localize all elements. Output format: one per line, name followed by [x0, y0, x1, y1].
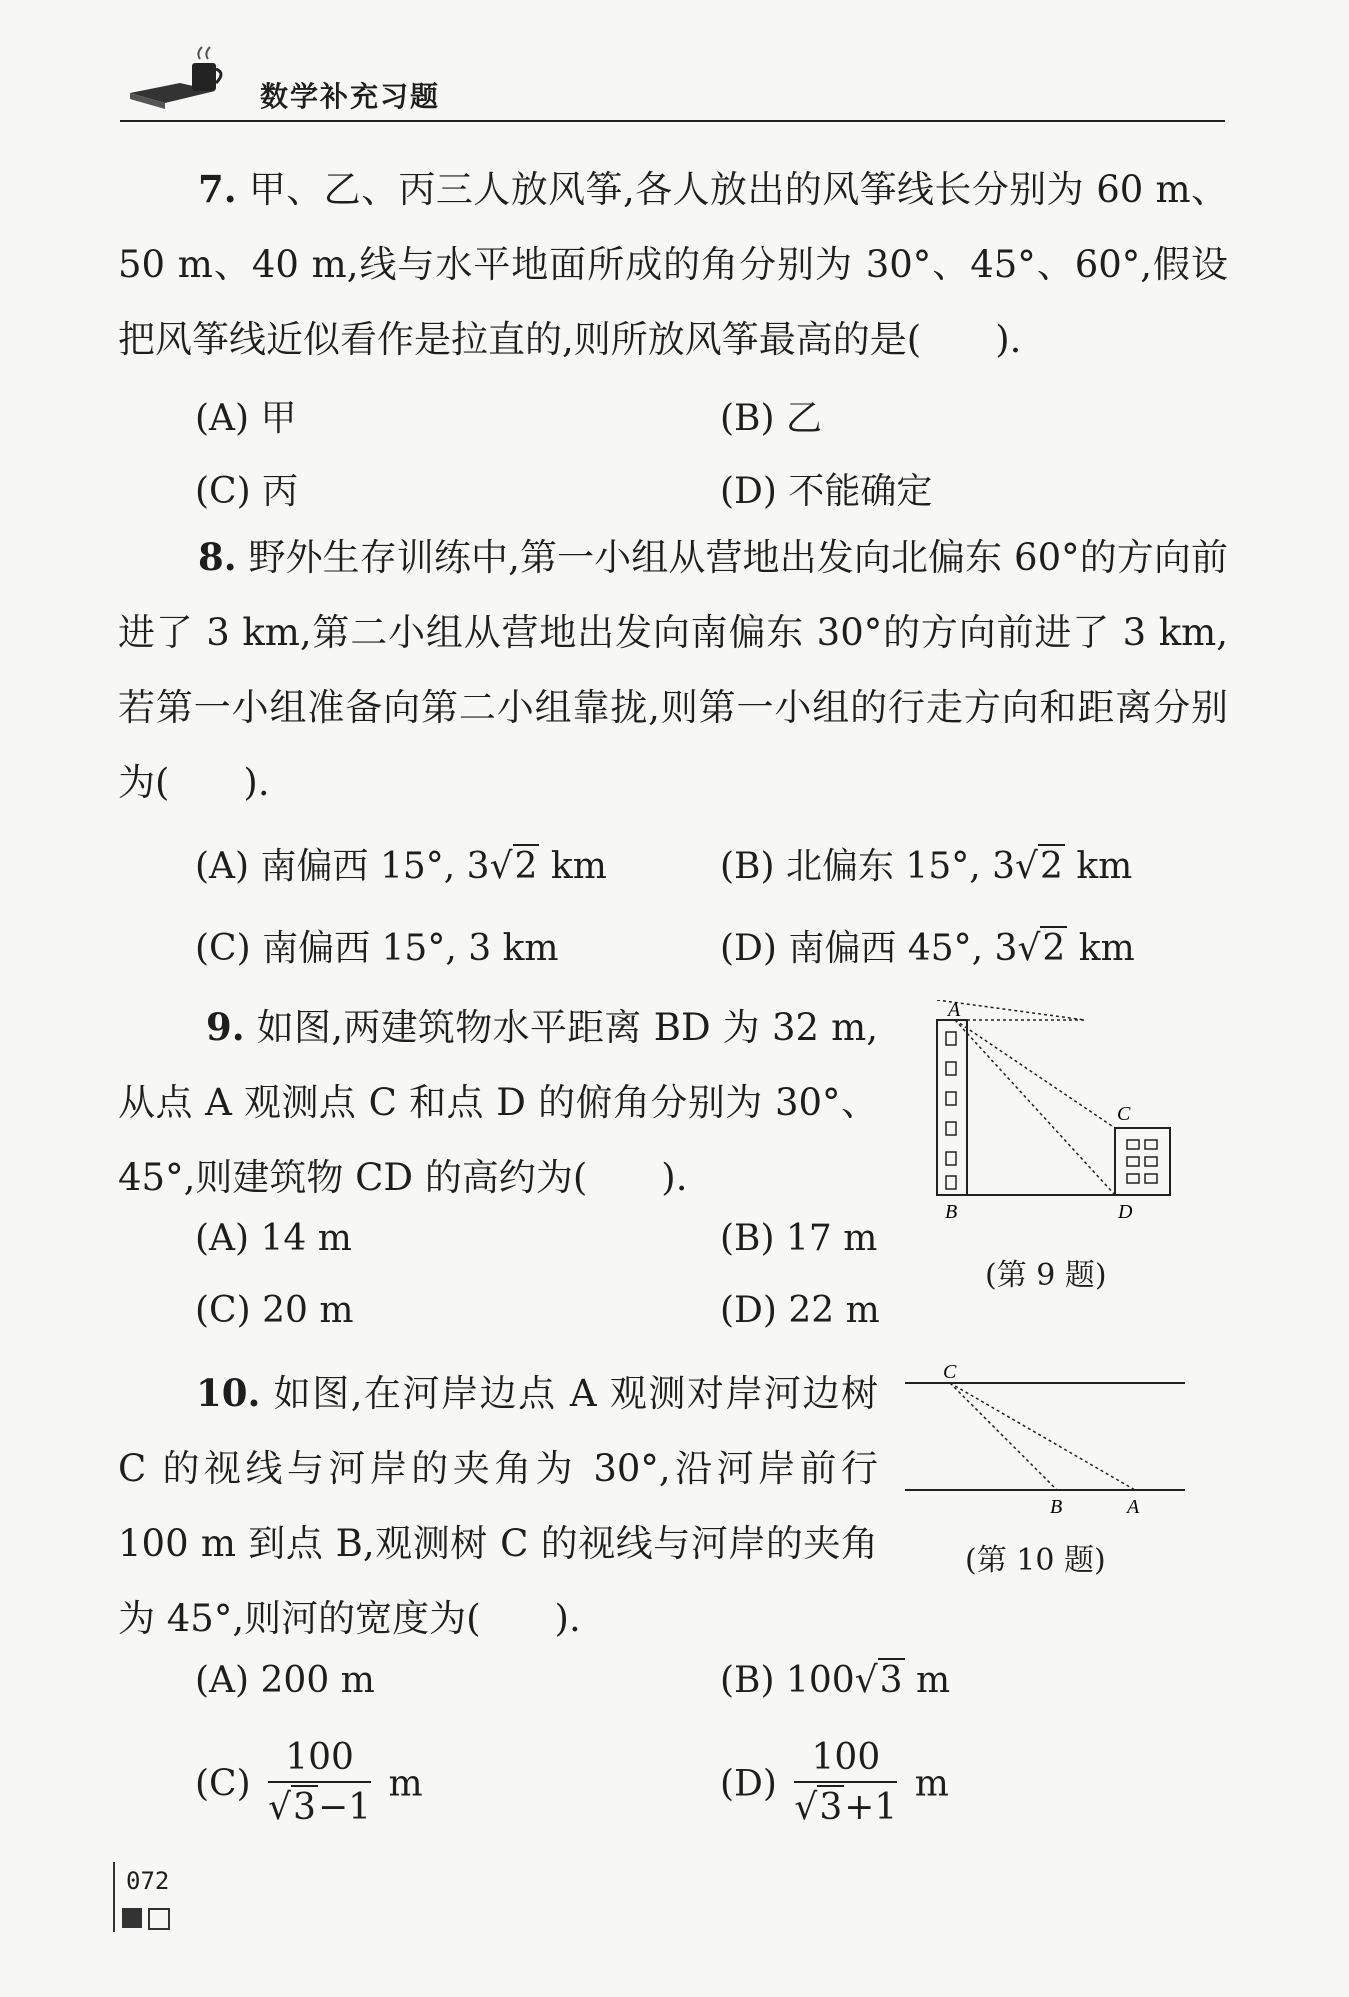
option-label: (D): [720, 1763, 777, 1805]
radicand: 3: [293, 1787, 316, 1828]
point-label-b: B: [1050, 1496, 1063, 1518]
fraction: [794, 1735, 897, 1833]
option-c: (C) 丙: [195, 471, 299, 512]
figure-9-diagram: [915, 1000, 1205, 1230]
option-b: [720, 838, 1132, 889]
question-text: 野外生存训练中,第一小组从营地出发向北偏东 60°的方向前进了 3 km,第二小组从营地出发向南偏东 30°的方向前进了 3 km,若第一小组准备向第二小组靠拢,则第一小组的行走方向和距离分别为( ).: [118, 536, 1228, 804]
denominator: [268, 1783, 371, 1833]
option-d: [720, 1735, 949, 1833]
option-text: (A) 南偏西 15°, 3: [195, 846, 490, 887]
figure-9-caption: (第 9 题): [985, 1258, 1107, 1293]
numerator: 100: [268, 1735, 371, 1783]
figure-10-diagram: [895, 1360, 1195, 1520]
option-a: (A) 200 m: [195, 1660, 375, 1701]
point-label-b: B: [945, 1201, 958, 1223]
option-a: (A) 14 m: [195, 1218, 352, 1259]
sqrt: √3: [794, 1787, 843, 1828]
denominator-tail: −1: [317, 1787, 372, 1828]
book-cup-icon: [120, 45, 240, 115]
option-b: [720, 1660, 950, 1701]
question-7: [118, 152, 1228, 377]
question-8: [118, 520, 1228, 820]
denominator-tail: +1: [844, 1787, 898, 1828]
option-unit: m: [904, 1660, 951, 1701]
radicand: 3: [819, 1787, 843, 1828]
question-number: 9.: [206, 1005, 245, 1049]
page-header: [120, 55, 1225, 125]
point-label-c: C: [1117, 1103, 1131, 1125]
point-label-a: A: [1127, 1496, 1140, 1518]
fraction: [268, 1735, 371, 1833]
option-unit: m: [388, 1763, 423, 1805]
sqrt: √2: [1017, 928, 1066, 969]
question-number: 10.: [196, 1371, 261, 1415]
point-label-d: D: [1118, 1201, 1133, 1223]
option-c: [195, 1735, 423, 1833]
question-number: 8.: [198, 535, 237, 579]
header-divider: [120, 120, 1225, 122]
option-unit: km: [1067, 928, 1135, 969]
question-number: 7.: [198, 167, 237, 211]
option-c: (C) 20 m: [195, 1290, 354, 1331]
option-b: (B) 17 m: [720, 1218, 878, 1259]
question-10: [118, 1356, 878, 1656]
numerator: 100: [794, 1735, 897, 1783]
option-text: (B) 北偏东 15°, 3: [720, 846, 1016, 887]
sqrt: √3: [854, 1660, 903, 1701]
question-text: 如图,在河岸边点 A 观测对岸河边树 C 的视线与河岸的夹角为 30°,沿河岸前行 100 m 到点 B,观测树 C 的视线与河岸的夹角为 45°,则河的宽度为( ).: [118, 1372, 878, 1640]
option-label: (C): [195, 1763, 251, 1805]
option-a: [195, 838, 607, 889]
radicand: 2: [1040, 846, 1063, 887]
option-c: (C) 南偏西 15°, 3 km: [195, 928, 559, 969]
radicand: 2: [1042, 928, 1066, 969]
option-b: (B) 乙: [720, 398, 822, 439]
point-label-a: A: [948, 1000, 961, 1021]
option-d: (D) 22 m: [720, 1290, 880, 1331]
option-unit: km: [1064, 846, 1133, 887]
question-text: 如图,两建筑物水平距离 BD 为 32 m,从点 A 观测点 C 和点 D 的俯角分别为 30°、45°,则建筑物 CD 的高约为( ).: [118, 1006, 878, 1199]
point-label-c: C: [943, 1361, 957, 1383]
option-d: [720, 920, 1135, 971]
radicand: 2: [514, 846, 538, 887]
book-title: 数学补充习题: [260, 80, 441, 113]
page-number: 072: [126, 1867, 170, 1895]
sqrt: √3: [268, 1787, 316, 1828]
option-unit: km: [539, 846, 607, 887]
empty-square-icon: [148, 1908, 170, 1930]
option-text: (D) 南偏西 45°, 3: [720, 928, 1018, 969]
sqrt: √2: [1015, 846, 1063, 887]
sqrt: √2: [489, 846, 538, 887]
denominator: [794, 1783, 897, 1833]
footer-rule: [113, 1862, 115, 1932]
option-a: (A) 甲: [195, 398, 297, 439]
option-text: (B) 100: [720, 1660, 855, 1701]
radicand: 3: [879, 1660, 903, 1701]
question-9: [118, 990, 878, 1215]
option-d: (D) 不能确定: [720, 471, 933, 512]
option-unit: m: [914, 1763, 949, 1805]
figure-10-caption: (第 10 题): [965, 1543, 1106, 1578]
question-text: 甲、乙、丙三人放风筝,各人放出的风筝线长分别为 60 m、50 m、40 m,线与水平地面所成的角分别为 30°、45°、60°,假设把风筝线近似看作是拉直的,则所放风筝最高的是( ).: [118, 168, 1229, 361]
filled-square-icon: [122, 1908, 142, 1928]
